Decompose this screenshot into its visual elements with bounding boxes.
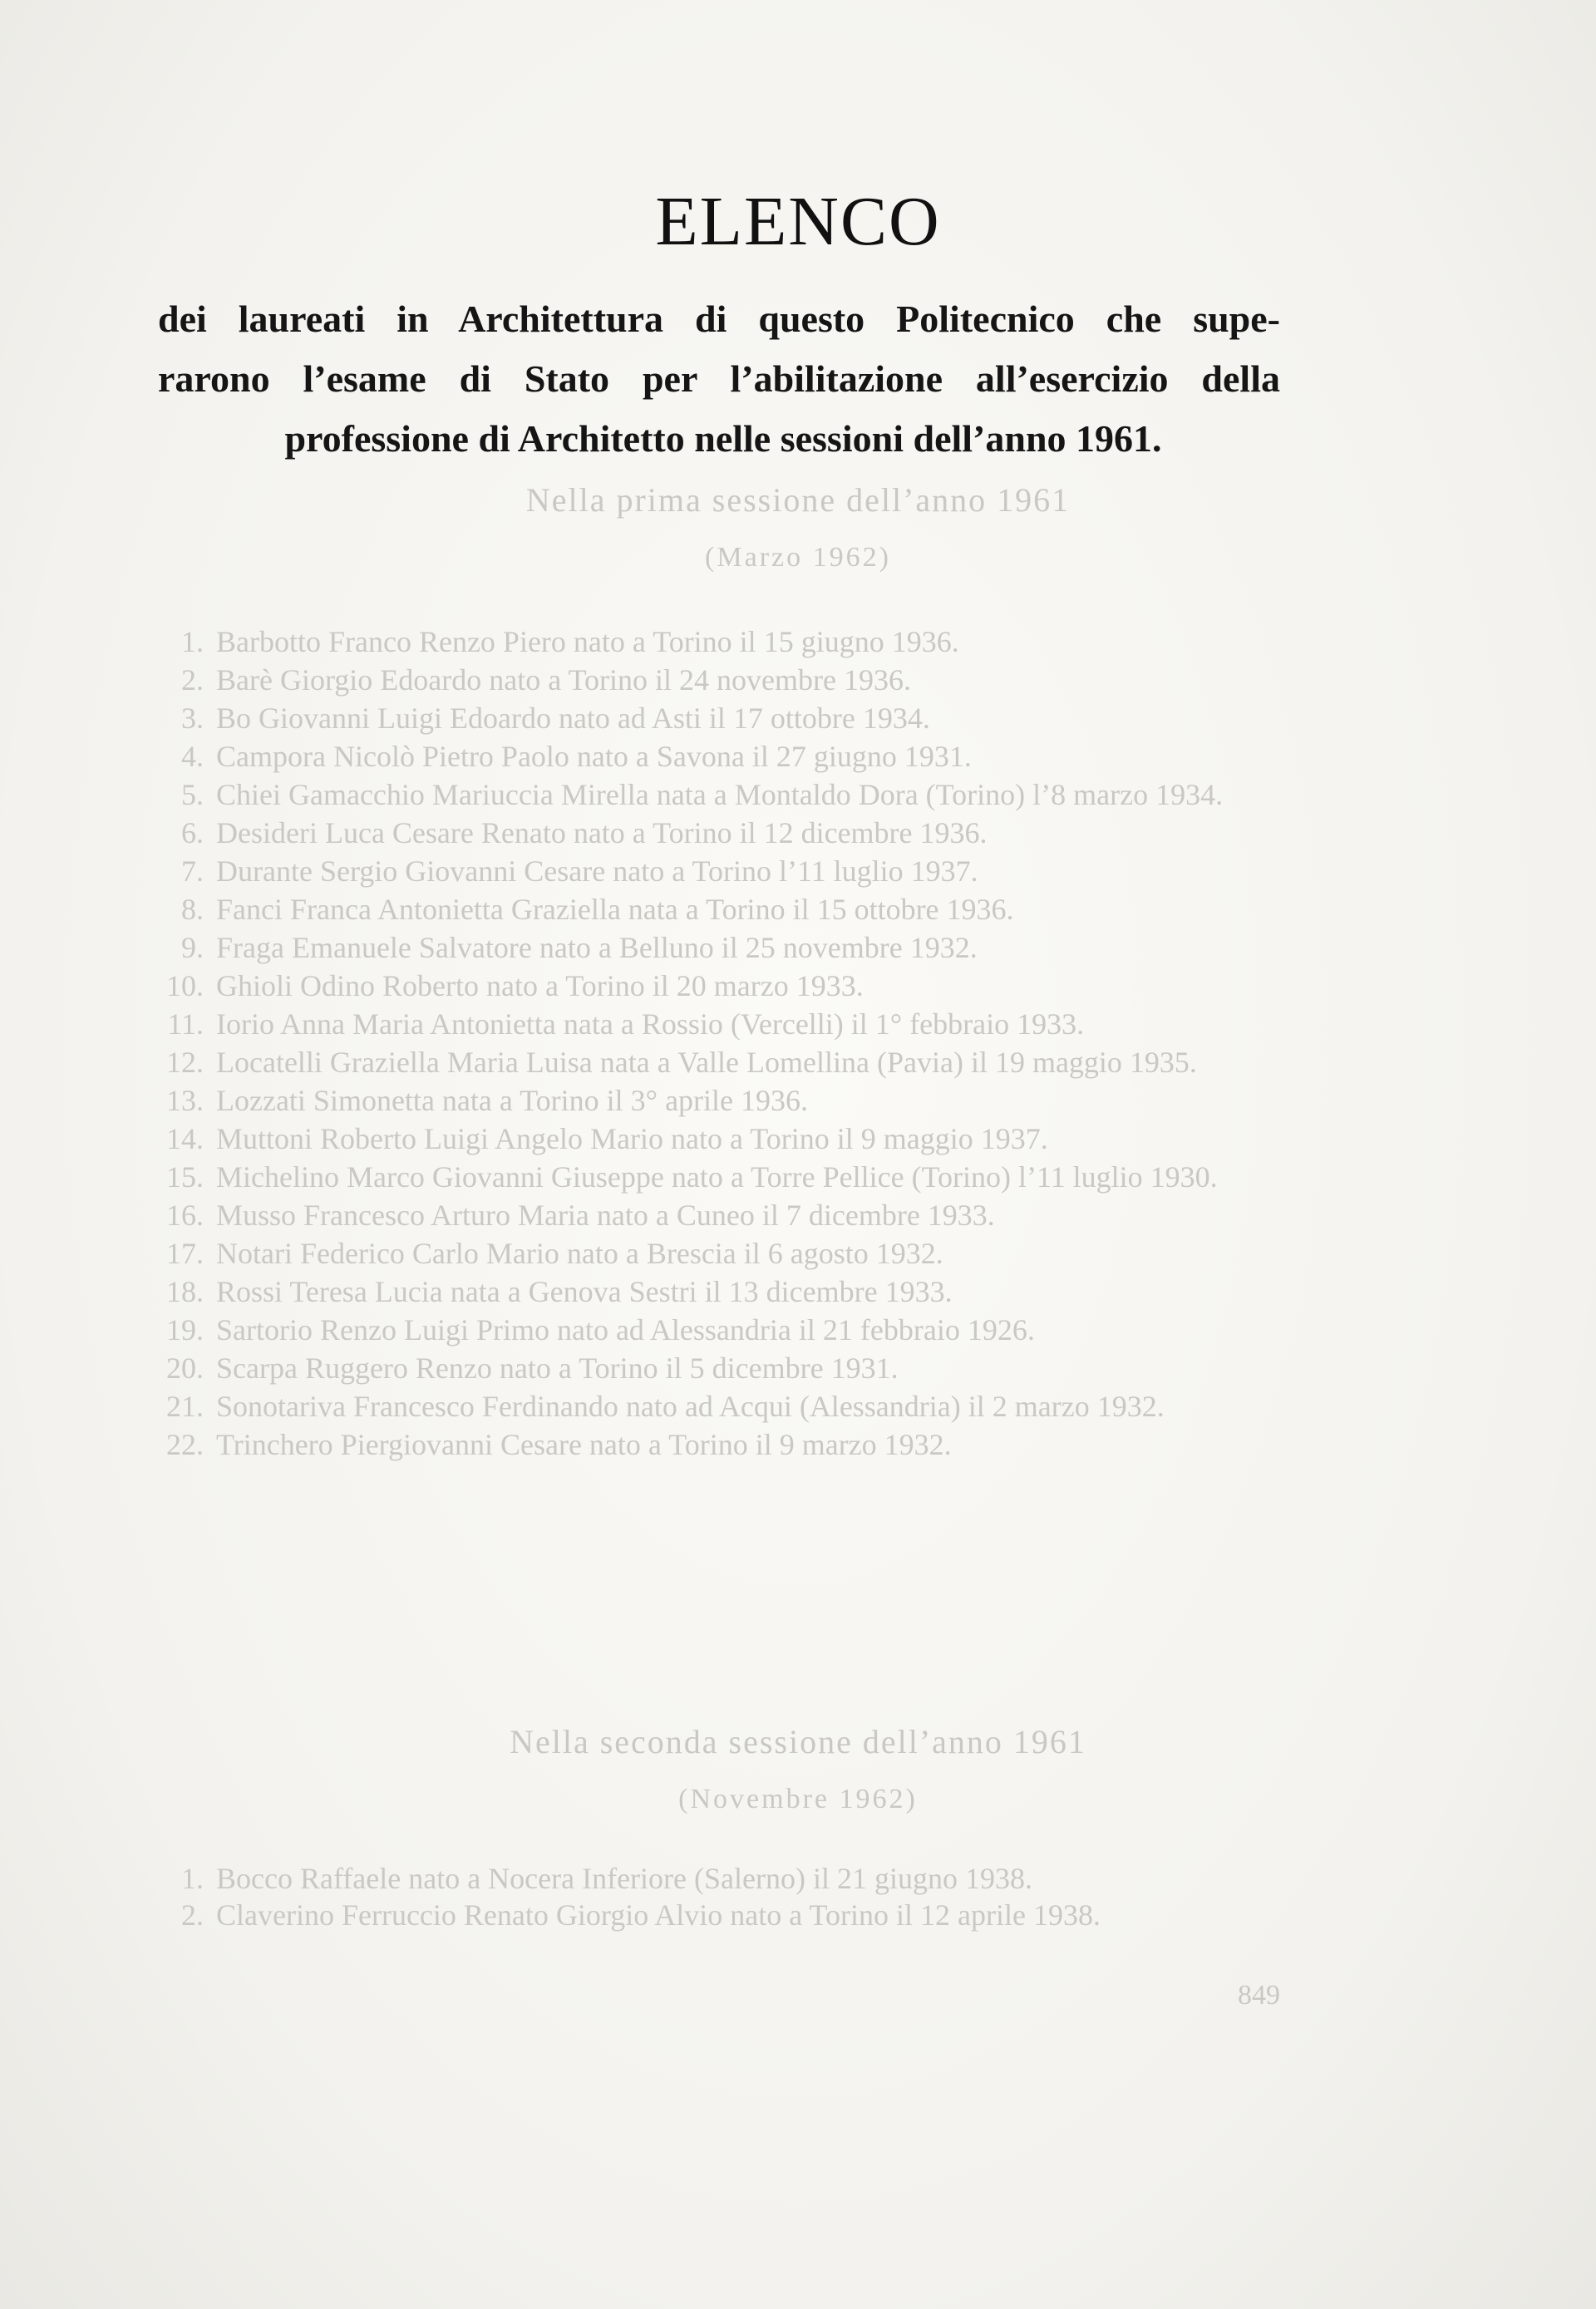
list-item: 14. Muttoni Roberto Luigi Angelo Mario nato a Torino il 9 maggio 1937. — [166, 1122, 1048, 1155]
list-item: 21. Sonotariva Francesco Ferdinando nato ad Acqui (Alessandria) il 2 marzo 1932. — [166, 1390, 1165, 1423]
list-item: 16. Musso Francesco Arturo Maria nato a Cuneo il 7 dicembre 1933. — [166, 1199, 995, 1232]
intro-line: dei laureati in Architettura di questo Politecnico che supe- — [158, 298, 1280, 340]
list-item: 22. Trinchero Piergiovanni Cesare nato a Torino il 9 marzo 1932. — [166, 1428, 952, 1461]
first-session-heading: Nella prima sessione dell’anno 1961 — [525, 481, 1071, 519]
page-number: 849 — [1238, 1980, 1280, 2011]
list-item: 19. Sartorio Renzo Luigi Primo nato ad Alessandria il 21 febbraio 1926. — [166, 1313, 1035, 1347]
page-title: ELENCO — [655, 183, 941, 260]
list-item: 1. Bocco Raffaele nato a Nocera Inferiore (Salerno) il 21 giugno 1938. — [181, 1862, 1032, 1895]
list-item: 11. Iorio Anna Maria Antonietta nata a Rossio (Vercelli) il 1° febbraio 1933. — [167, 1007, 1085, 1041]
list-item: 10. Ghioli Odino Roberto nato a Torino il 20 marzo 1933. — [166, 969, 864, 1002]
list-item: 18. Rossi Teresa Lucia nata a Genova Sestri il 13 dicembre 1933. — [166, 1275, 953, 1308]
list-item: 4. Campora Nicolò Pietro Paolo nato a Savona il 27 giugno 1931. — [181, 740, 972, 773]
list-item: 2. Claverino Ferruccio Renato Giorgio Alvio nato a Torino il 12 aprile 1938. — [181, 1898, 1101, 1932]
first-session-date: (Marzo 1962) — [705, 542, 891, 573]
second-session-date: (Novembre 1962) — [678, 1784, 918, 1814]
list-item: 7. Durante Sergio Giovanni Cesare nato a Torino l’11 luglio 1937. — [181, 854, 978, 888]
list-item: 20. Scarpa Ruggero Renzo nato a Torino il 5 dicembre 1931. — [166, 1351, 899, 1385]
list-item: 6. Desideri Luca Cesare Renato nato a Torino il 12 dicembre 1936. — [181, 816, 988, 849]
second-session-list — [158, 1860, 1280, 1933]
list-item: 12. Locatelli Graziella Maria Luisa nata a Valle Lomellina (Pavia) il 19 maggio 1935. — [166, 1046, 1197, 1079]
list-item: 2. Barè Giorgio Edoardo nato a Torino il 24 novembre 1936. — [181, 663, 911, 697]
intro-line: professione di Architetto nelle sessioni dell’anno 1961. — [284, 417, 1162, 460]
intro-paragraph — [158, 289, 1280, 469]
second-session-heading: Nella seconda sessione dell’anno 1961 — [510, 1723, 1086, 1760]
list-item: 17. Notari Federico Carlo Mario nato a Brescia il 6 agosto 1932. — [166, 1237, 943, 1270]
list-item: 3. Bo Giovanni Luigi Edoardo nato ad Asti il 17 ottobre 1934. — [181, 702, 930, 735]
list-item: 5. Chiei Gamacchio Mariuccia Mirella nata a Montaldo Dora (Torino) l’8 marzo 1934. — [181, 778, 1224, 811]
first-session-list — [158, 623, 1280, 1465]
list-item: 8. Fanci Franca Antonietta Graziella nata a Torino il 15 ottobre 1936. — [181, 893, 1014, 926]
list-item: 1. Barbotto Franco Renzo Piero nato a Torino il 15 giugno 1936. — [181, 625, 959, 658]
list-item: 13. Lozzati Simonetta nata a Torino il 3° aprile 1936. — [166, 1084, 809, 1117]
intro-line: rarono l’esame di Stato per l’abilitazione all’esercizio della — [158, 357, 1280, 400]
list-item: 15. Michelino Marco Giovanni Giuseppe nato a Torre Pellice (Torino) l’11 luglio 1930. — [166, 1160, 1218, 1194]
list-item: 9. Fraga Emanuele Salvatore nato a Belluno il 25 novembre 1932. — [181, 931, 978, 964]
